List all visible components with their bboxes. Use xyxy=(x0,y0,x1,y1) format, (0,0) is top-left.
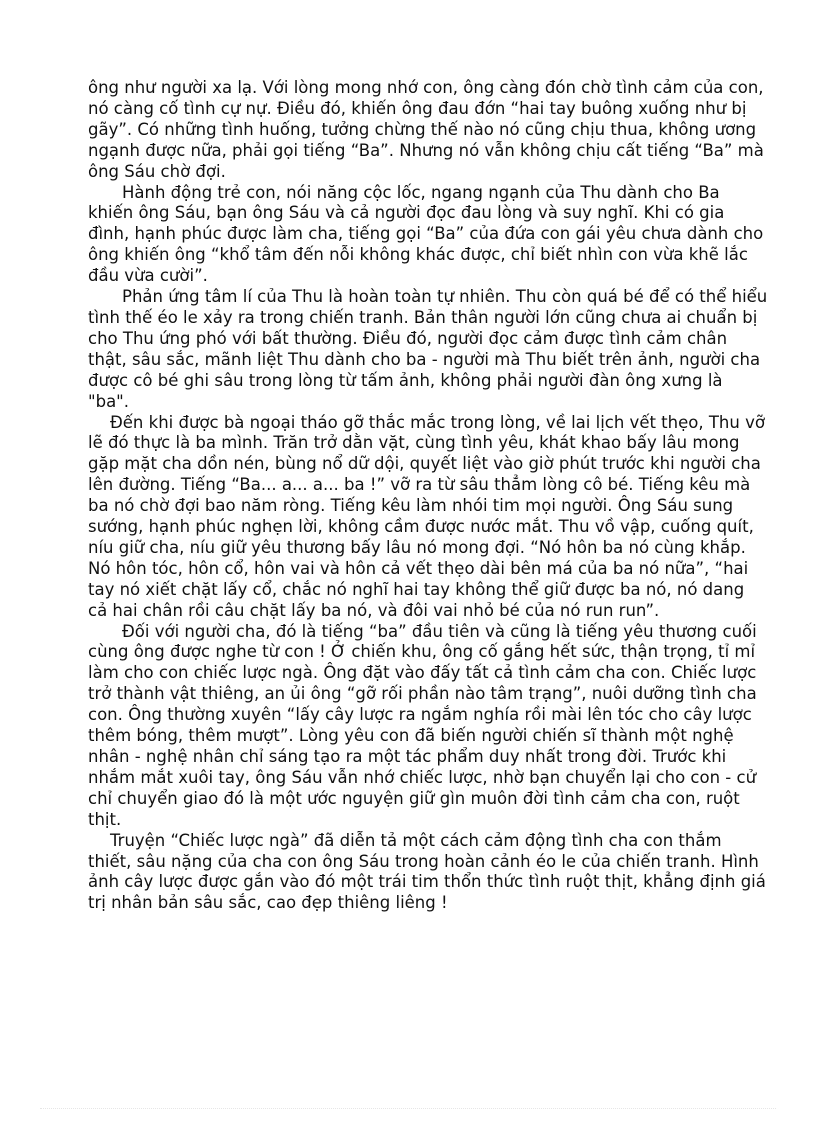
paragraph-1: ông như người xa lạ. Với lòng mong nhớ con, ông càng đón chờ tình cảm của con, nó càng cố tình cự nự. Điều đó, khiến ông đau đớn “hai tay buông xuống như bị gãy”. Có những tình huống, tưởng chừng thế nào nó cũng chịu thua, không ương ngạnh được nữa, phải gọi tiếng “Ba”. Nhưng nó vẫn không chịu cất tiếng “Ba” mà ông Sáu chờ đợi. xyxy=(88,78,764,181)
document-body xyxy=(88,78,768,914)
paragraph-4: Đến khi được bà ngoại tháo gỡ thắc mắc trong lòng, về lai lịch vết thẹo, Thu vỡ lẽ đó thực là ba mình. Trăn trở dằn vặt, cùng tình yêu, khát khao bấy lâu mong gặp mặt cha dồn nén, bùng nổ dữ dội, quyết liệt vào giờ phút trước khi người cha lên đường. Tiếng “Ba... a... a... ba !” vỡ ra từ sâu thẳm lòng cô bé. Tiếng kêu mà ba nó chờ đợi bao năm ròng. Tiếng kêu làm nhói tim mọi người. Ông Sáu sung sướng, hạnh phúc nghẹn lời, không cầm được nước mắt. Thu vồ vập, cuống quít, níu giữ cha, níu giữ yêu thương bấy lâu nó mong đợi. “Nó hôn ba nó cùng khắp. Nó hôn tóc, hôn cổ, hôn vai và hôn cả vết thẹo dài bên má của ba nó nữa”, “hai tay nó xiết chặt lấy cổ, chắc nó nghĩ hai tay không thể giữ được ba nó, nó dang cả hai chân rồi câu chặt lấy ba nó, và đôi vai nhỏ bé của nó run run”. xyxy=(88,412,765,620)
paragraph-2: Hành động trẻ con, nói năng cộc lốc, ngang ngạnh của Thu dành cho Ba khiến ông Sáu, bạn ông Sáu và cả người đọc đau lòng và suy nghĩ. Khi có gia đình, hạnh phúc được làm cha, tiếng gọi “Ba” của đứa con gái yêu chưa dành cho ông khiến ông “khổ tâm đến nỗi không khác được, chỉ biết nhìn con vừa khẽ lắc đầu vừa cười”. xyxy=(88,182,764,286)
paragraph-5: Đối với người cha, đó là tiếng “ba” đầu tiên và cũng là tiếng yêu thương cuối cùng ông được nghe từ con ! Ở chiến khu, ông cố gắng hết sức, thận trọng, tỉ mỉ làm cho con chiếc lược ngà. Ông đặt vào đấy tất cả tình cảm cha con. Chiếc lược trở thành vật thiêng, an ủi ông “gỡ rối phần nào tâm trạng”, nuôi dưỡng tình cha con. Ông thường xuyên “lấy cây lược ra ngắm nghía rồi mài lên tóc cho cây lược thêm bóng, thêm mượt”. Lòng yêu con đã biến người chiến sĩ thành một nghệ nhân - nghệ nhân chỉ sáng tạo ra một tác phẩm duy nhất trong đời. Trước khi nhắm mắt xuôi tay, ông Sáu vẫn nhớ chiếc lược, nhờ bạn chuyển lại cho con - cử chỉ chuyển giao đó là một ước nguyện giữ gìn muôn đời tình cảm cha con, ruột thịt. xyxy=(88,621,757,829)
page-bottom-divider xyxy=(40,1108,776,1109)
paragraph-3: Phản ứng tâm lí của Thu là hoàn toàn tự nhiên. Thu còn quá bé để có thể hiểu tình thế éo le xảy ra trong chiến tranh. Bản thân người lớn cũng chưa ai chuẩn bị cho Thu ứng phó với bất thường. Điều đó, người đọc cảm được tình cảm chân thật, sâu sắc, mãnh liệt Thu dành cho ba - người mà Thu biết trên ảnh, người cha được cô bé ghi sâu trong lòng từ tấm ảnh, không phải người đàn ông xưng là "ba". xyxy=(88,287,768,411)
paragraph-6: Truyện “Chiếc lược ngà” đã diễn tả một cách cảm động tình cha con thắm thiết, sâu nặng của cha con ông Sáu trong hoàn cảnh éo le của chiến tranh. Hình ảnh cây lược được gắn vào đó một trái tim thổn thức tình ruột thịt, khẳng định giá trị nhân bản sâu sắc, cao đẹp thiêng liêng ! xyxy=(88,830,766,913)
